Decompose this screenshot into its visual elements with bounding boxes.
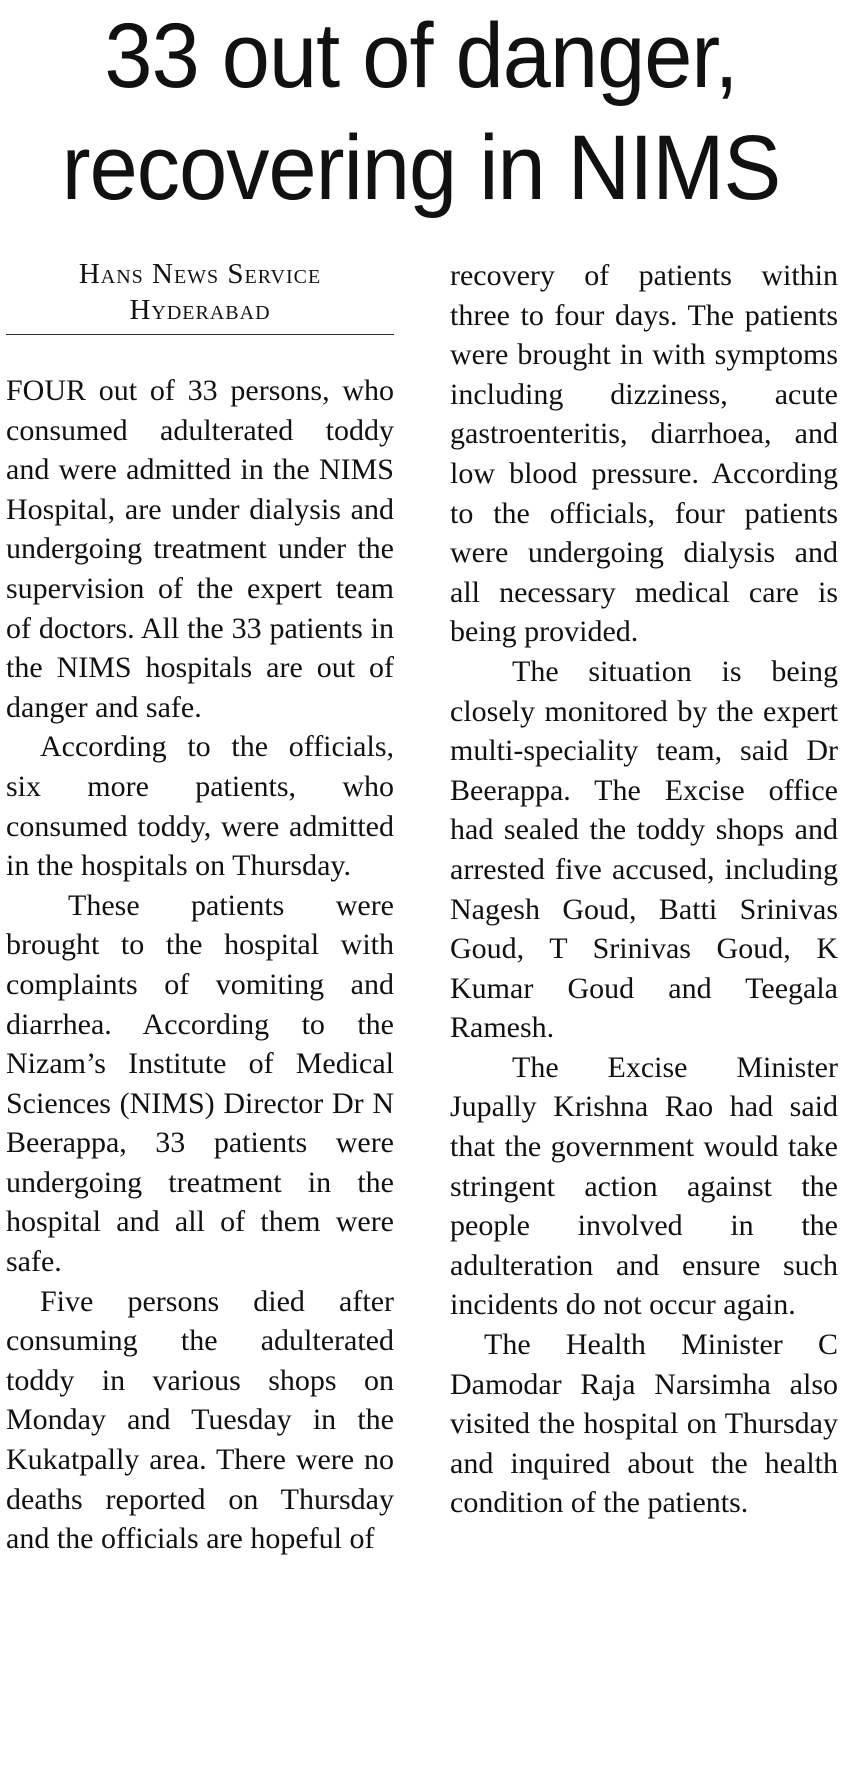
article-column-left — [6, 256, 394, 1559]
article-paragraph-1: FOUR out of 33 persons, who consumed adulterated toddy and were admitted in the NIMS Hospital, are under dialysis and undergoing treatment under the supervision of the expert team of doctors. All the 33 patients in the NIMS hospitals are out of danger and safe. — [6, 374, 394, 724]
byline-agency: Hans News Service — [78, 258, 322, 290]
article-paragraph-6: The situation is being closely monitored by the expert multi-speciality team, said Dr Beerappa. The Excise office had sealed the toddy shops and arrested five accused, including Nagesh Goud, Batti Srinivas Goud, T Srinivas Goud, K Kumar Goud and Teegala Ramesh. — [450, 654, 838, 1045]
article-paragraph-8: The Health Minister C Damodar Raja Narsimha also visited the hospital on Thursday and inquired about the health condition of the patients. — [450, 1328, 838, 1520]
article-paragraph-7: The Excise Minister Jupally Krishna Rao had said that the government would take stringent action against the people involved in the adulteration and ensure such incidents do not occur again. — [450, 1050, 838, 1322]
headline — [25, 0, 816, 224]
byline — [6, 256, 394, 335]
byline-location: Hyderabad — [129, 294, 271, 326]
article-paragraph-4: Five persons died after consuming the adulterated toddy in various shops on Monday and Tuesday in the Kukatpally area. There were no deaths reported on Thursday and the officials are hopeful of — [6, 1284, 394, 1556]
headline-line-1: 33 out of danger, — [104, 5, 738, 107]
headline-line-2: recovering in NIMS — [61, 117, 781, 219]
article-paragraph-2: According to the officials, six more patients, who consumed toddy, were admitted in the hospitals on Thursday. — [6, 730, 394, 883]
article-paragraph-3: These patients were brought to the hospital with complaints of vomiting and diarrhea. According to the Nizam’s Institute of Medical Sciences (NIMS) Director Dr N Beerappa, 33 patients were undergoing treatment in the hospital and all of them were safe. — [6, 888, 394, 1279]
article-paragraph-5: recovery of patients within three to four days. The patients were brought in with symptoms including dizziness, acute gastroenteritis, diarrhoea, and low blood pressure. According to the officials, four patients were undergoing dialysis and all necessary medical care is being provided. — [450, 259, 838, 649]
article-column-right — [450, 256, 838, 1523]
